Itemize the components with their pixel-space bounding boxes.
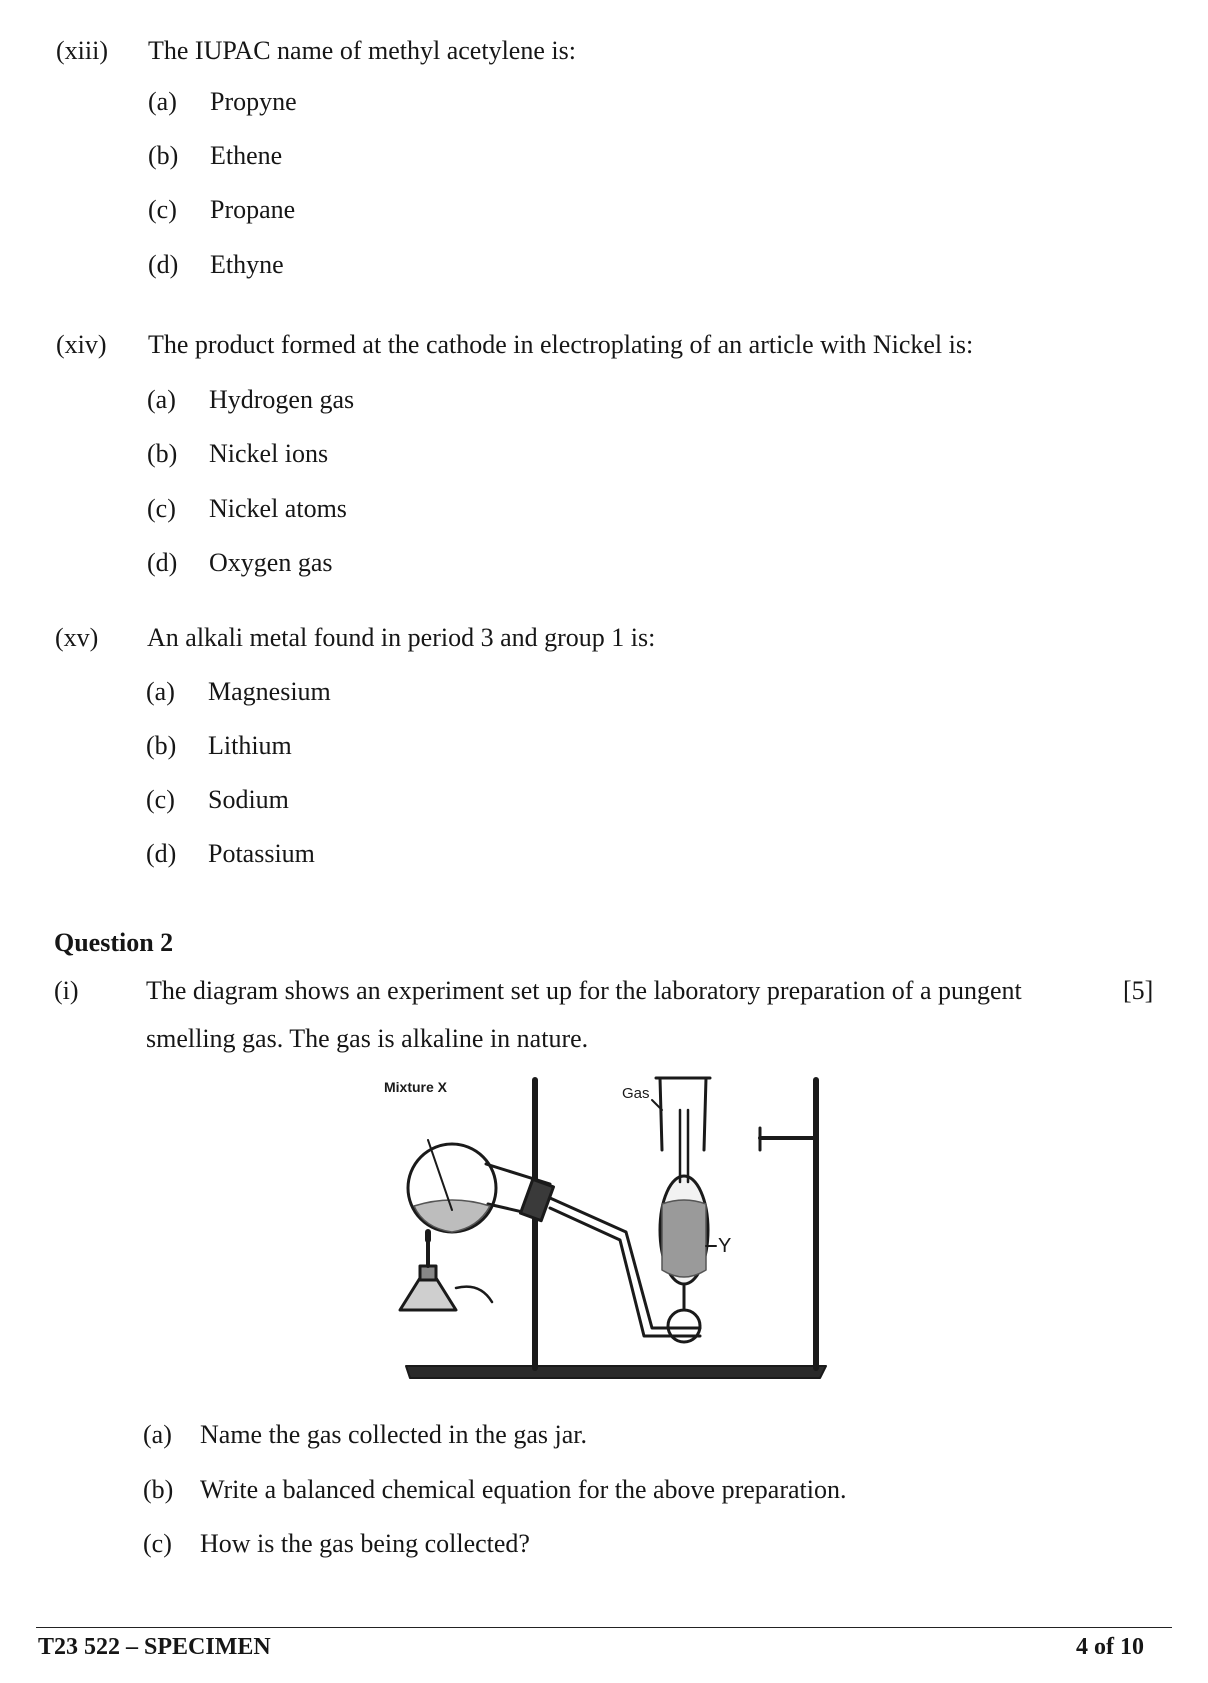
subpart-text: Write a balanced chemical equation for the above preparation. xyxy=(200,1475,847,1504)
option-text: Sodium xyxy=(208,785,289,814)
option-text: Nickel atoms xyxy=(209,494,347,523)
part-number: (i) xyxy=(54,976,79,1005)
flask-clamp xyxy=(521,1179,554,1220)
stand-base xyxy=(406,1366,826,1378)
subpart-letter: (c) xyxy=(143,1529,172,1558)
option-letter: (c) xyxy=(148,195,177,224)
option-text: Lithium xyxy=(208,731,292,760)
option-letter: (d) xyxy=(146,839,177,868)
question-number: (xiii) xyxy=(56,36,108,65)
option-text: Potassium xyxy=(208,839,315,868)
marks: [5] xyxy=(1123,976,1154,1005)
question-2-text-line2: smelling gas. The gas is alkaline in nature. xyxy=(146,1024,589,1053)
question-text: The IUPAC name of methyl acetylene is: xyxy=(148,36,576,65)
question-2-text-line1: The diagram shows an experiment set up for the laboratory preparation of a pungent xyxy=(146,976,1022,1005)
gas-jar xyxy=(656,1078,710,1150)
question-number: (xv) xyxy=(55,623,99,652)
option-letter: (b) xyxy=(148,141,179,170)
ammonia-preparation-diagram xyxy=(384,1070,840,1390)
option-letter: (c) xyxy=(147,494,176,523)
option-letter: (b) xyxy=(146,731,177,760)
subpart-letter: (b) xyxy=(143,1475,174,1504)
option-text: Hydrogen gas xyxy=(209,385,355,414)
footer-code: T23 522 – SPECIMEN xyxy=(38,1634,271,1660)
footer-divider xyxy=(36,1627,1172,1628)
label-mixture-x: Mixture X xyxy=(384,1079,448,1095)
question-text: The product formed at the cathode in electroplating of an article with Nickel is: xyxy=(148,330,974,359)
bunsen-burner xyxy=(400,1278,456,1310)
option-letter: (a) xyxy=(146,677,175,706)
page-number: 4 of 10 xyxy=(1076,1634,1144,1660)
label-y: Y xyxy=(718,1235,732,1257)
option-letter: (b) xyxy=(147,439,178,468)
option-letter: (d) xyxy=(147,548,178,577)
question-text: An alkali metal found in period 3 and group 1 is: xyxy=(147,623,656,652)
option-text: Magnesium xyxy=(208,677,331,706)
option-letter: (a) xyxy=(147,385,176,414)
option-letter: (a) xyxy=(148,87,177,116)
option-text: Ethyne xyxy=(210,250,284,279)
option-text: Propyne xyxy=(210,87,297,116)
option-text: Nickel ions xyxy=(209,439,329,468)
option-text: Propane xyxy=(210,195,296,224)
label-gas: Gas xyxy=(622,1085,650,1102)
question-2-title: Question 2 xyxy=(54,928,174,957)
option-letter: (d) xyxy=(148,250,179,279)
subpart-letter: (a) xyxy=(143,1420,172,1449)
lime-packing xyxy=(662,1200,706,1277)
option-letter: (c) xyxy=(146,785,175,814)
question-number: (xiv) xyxy=(56,330,107,359)
option-text: Oxygen gas xyxy=(209,548,333,577)
subpart-text: How is the gas being collected? xyxy=(200,1529,530,1558)
subpart-text: Name the gas collected in the gas jar. xyxy=(200,1420,587,1449)
option-text: Ethene xyxy=(210,141,283,170)
mixture-x xyxy=(414,1200,490,1232)
